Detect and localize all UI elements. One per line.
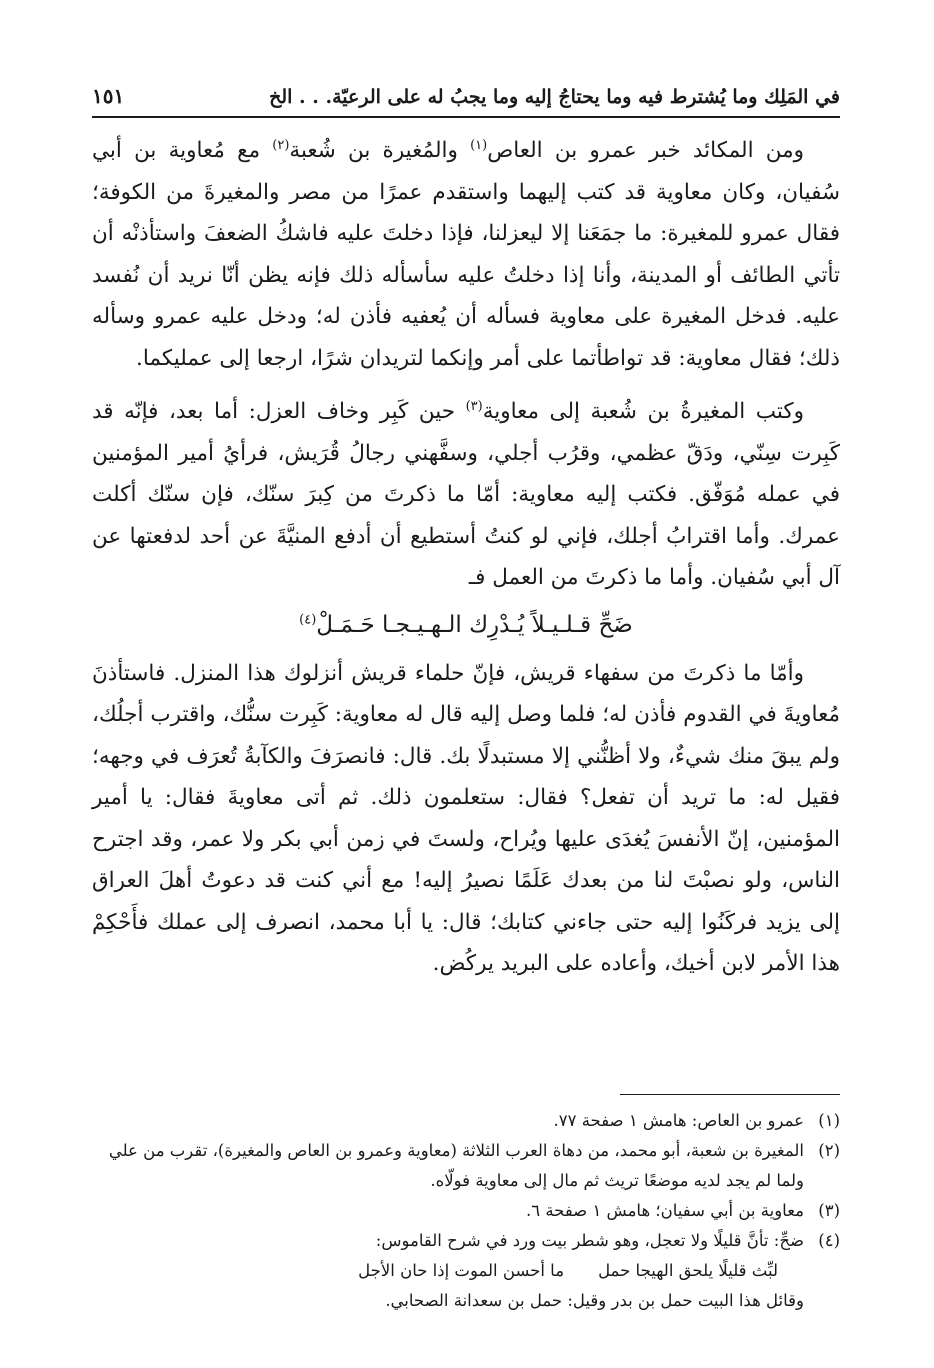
paragraph-1-part-2: والمُغيرة بن شُعبة [289, 138, 471, 163]
paragraph-3: وأمّا ما ذكرتَ من سفهاء قريش، فإنّ حلماء قريش أنزلوك هذا المنزل. فاستأذنَ مُعاويةَ في القدوم فأذن له؛ فلما وصل إليه قال له معاوية: كَبِرت سنُّك، واقترب أجلُك، ولم يبقَ منك شيءٌ، ولا أظنُّني إلا مستبدلًا بك. قال: فانصرَفَ والكآبةُ تُعرَف في وجهه؛ فقيل له: ما تريد أن تفعل؟ فقال: ستعلمون ذلك. ثم أتى معاويةَ فقال: يا أمير المؤمنين، إنّ الأنفسَ يُغدَى عليها ويُراح، ولستَ في زمن أبي بكر ولا عمر، وقد اجترح الناس، ولو نصبْتَ لنا من بعدك عَلَمًا نصيرُ إليه! مع أني كنت قد دعوتُ أهلَ العراق إلى يزيد فركَنُوا إليه حتى جاءني كتابك؛ قال: يا أبا محمد، انصرف إلى عملك فأَحْكِمْ هذا الأمر لابن أخيك، وأعاده على البريد يركُض. [92, 660, 840, 976]
main-text [92, 130, 840, 985]
footnote-text: المغيرة بن شعبة، أبو محمد، من دهاة العرب الثلاثة (معاوية وعمرو بن العاص والمغيرة)، تقرب من علي ولما لم يجد لديه موضعًا تريث ثم مال إلى معاوية فولّاه. [108, 1141, 804, 1190]
footnote-verse [92, 1256, 840, 1286]
verse-hemistich-2: ما أحسن الموت إذا حان الأجل [358, 1261, 565, 1280]
running-title: في المَلِك وما يُشترط فيه وما يحتاجُ إليه وما يجبُ له على الرعيّة. . . الخ [269, 86, 840, 108]
footnote-2 [92, 1136, 840, 1196]
footnote-ref-3: (٣) [465, 398, 483, 414]
footnote-text: معاوية بن أبي سفيان؛ هامش ١ صفحة ٦. [525, 1201, 804, 1220]
footnote-number: (١) [818, 1111, 840, 1130]
footnotes [92, 1106, 840, 1316]
book-page [92, 60, 840, 1310]
footnote-4-continuation: وقائل هذا البيت حمل بن بدر وقيل: حمل بن سعدانة الصحابي. [385, 1291, 804, 1310]
verse-line [92, 601, 840, 649]
footnote-text: عمرو بن العاص: هامش ١ صفحة ٧٧. [553, 1111, 804, 1130]
footnote-number: (٣) [818, 1201, 840, 1220]
paragraph-1-part-3: مع مُعاوية بن أبي سُفيان، وكان معاوية قد كتب إليهما واستقدم عمرًا من مصر والمغيرةَ من الكوفة؛ فقال عمرو للمغيرة: ما جمَعَنا إلا ليعزلنا، فإذا دخلتَ عليه فاشكُ الضعفَ واستأذنْه أن تأتي الطائف أو المدينة، وأنا إذا دخلتُ عليه سأسأله ذلك فإنه يظن أنّا نريد أن نُفسد عليه. فدخل المغيرة على معاوية فسأله أن يُعفيه فأذن له؛ ودخل عليه عمرو وسأله ذلك؛ فقال معاوية: قد تواطأتما على أمر وإنكما لتريدان شرًا، ارجعا إلى عمليكما. [92, 138, 840, 371]
paragraph-2-part-1: وكتب المغيرةُ بن شُعبة إلى معاوية [482, 399, 804, 424]
footnote-ref-4: (٤) [299, 611, 317, 627]
footnote-text: ضحِّ: تأنَّ قليلًا ولا تعجل، وهو شطر بيت ورد في شرح القاموس: [375, 1231, 804, 1250]
paragraph-1-part-1: ومن المكائد خبر عمرو بن العاص [487, 138, 804, 163]
paragraph-2-part-2: حين كَبِر وخاف العزل: أما بعد، فإنّه قد كَبِرت سِنّي، ودَقّ عظمي، وقرُب أجلي، وسفَّهني رجالُ قُرَيش، فرأيُ أمير المؤمنين في عمله مُوَفّق. فكتب إليه معاوية: أمّا ما ذكرتَ من كِبرَ سنّك، فإن سنّك أكلت عمرك. وأما اقترابُ أجلك، فإني لو كنتُ أستطيع أن أدفع المنيَّةَ عن أحد لدفعتها عن آل أبي سُفيان. وأما ما ذكرتَ من العمل فـ [92, 399, 840, 590]
footnote-ref-2: (٢) [272, 137, 290, 153]
footnote-number: (٤) [818, 1231, 840, 1250]
verse-text: ضَحِّ قـلـيـلاً يُـدْرِك الـهـيـجـا حَـمَـلْ [316, 611, 633, 638]
footnote-1 [92, 1106, 840, 1136]
footnote-ref-1: (١) [470, 137, 488, 153]
footnote-4 [92, 1226, 840, 1256]
verse-hemistich-1: لبِّث قليلًا يلحق الهيجا حمل [598, 1261, 778, 1280]
paragraph-2 [92, 391, 840, 599]
footnote-divider [620, 1094, 840, 1095]
page-number: ١٥١ [92, 84, 125, 108]
footnote-number: (٢) [818, 1141, 840, 1160]
paragraph-1 [92, 130, 840, 379]
page-header [92, 60, 840, 118]
footnote-3 [92, 1196, 840, 1226]
